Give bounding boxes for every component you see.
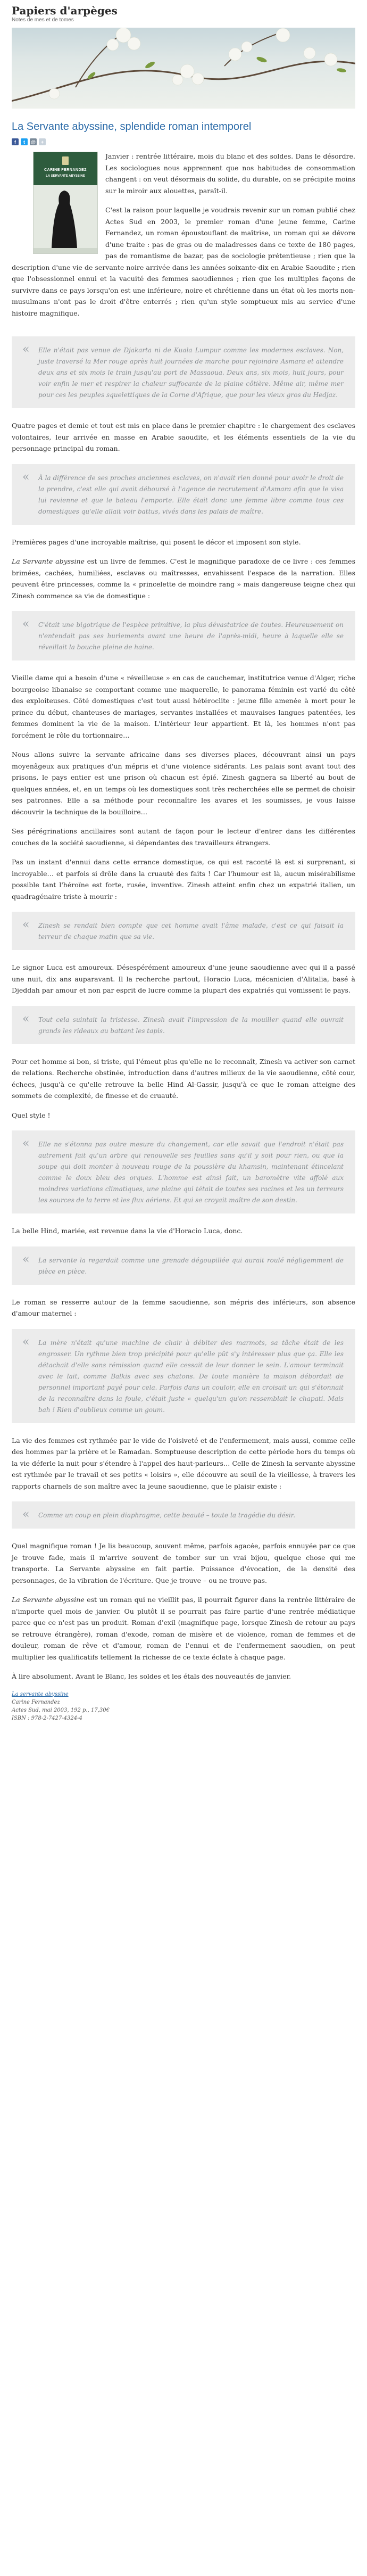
book-publisher: Actes Sud, mai 2003, 192 p., 17,30€ — [12, 1707, 110, 1713]
header-banner-image — [12, 28, 355, 109]
quote-text: À la différence de ses proches anciennes esclaves, on n'avait rien donné pour avoir le droit de la prendre, c'est elle qui avait déboursé à l'agence de recrutement d'Asmara afin que le visa lui revienne et que le bateau l'emporte. Elle était donc une femme libre comme tous ces domestiques qu'elle allait voir battus, vivés dans les palais de maître. — [38, 474, 344, 515]
quote-mark-icon: « — [22, 617, 30, 631]
paragraph: La belle Hind, mariée, est revenue dans la vie d'Horacio Luca, donc. — [12, 1227, 243, 1235]
blockquote — [12, 1246, 355, 1285]
paragraph: À lire absolument. Avant le Blanc, les soldes et les étals des nouveautés de janvier. — [12, 1672, 291, 1680]
paragraph: Pour cet homme si bon, si triste, qui l'émeut plus qu'elle ne le reconnaît, Zinesh va activer son carnet de relations. Recherche obstinée, introduction dans d'autres milieux de la vie saoudienne, côté cour, échecs, jusqu'à ce qu'elle retrouve la belle Hind Al-Gassir, jusqu'à ce que le roman atteigne des sommets de complexité, de finesse et de cruauté. — [12, 1057, 355, 1100]
quote-mark-icon: « — [22, 470, 30, 484]
site-header — [0, 0, 367, 113]
paragraph: Quatre pages et demie et tout est mis en place dans le premier chapitre : le chargement des esclaves volontaires, leur arrivée en masse en Arabie saoudite, et les éléments essentiels de la vie du personnage principal du roman. — [12, 422, 355, 452]
quote-text: Tout cela suintait la tristesse. Zinesh avait l'impression de la mouiller quand elle ouvrait grands les rideaux au battant les tapis. — [38, 1015, 344, 1035]
quote-mark-icon: « — [22, 1252, 30, 1266]
book-title-link[interactable]: La servante abyssine — [12, 1691, 69, 1697]
quote-text: Zinesh se rendait bien compte que cet homme avait l'âme malade, c'est ce qui faisait la terreur de chaque matin que sa vie. — [38, 922, 344, 940]
paragraph: Le roman se resserre autour de la femme saoudienne, son mépris des inférieurs, son absence d'amour maternel : — [12, 1298, 355, 1317]
quote-text: Elle ne s'étonna pas outre mesure du changement, car elle savait que l'endroit n'était pas autrement fait qu'un arbre qui renouvelle ses feuilles sans qu'il y soit pour rien, ou que la soupe qui doit monter à nouveau rouge de la poussière du khamsin, maintenant étincelant comme le doux bleu des orques. L'homme est ainsi fait, un baromètre vite affolé aux moindres variations climatiques, une plaine qui tétait de toutes ses racines et les un terreurs les sources de la terre et les flux aériens. Et qui se croyait maître de son destin. — [38, 1141, 344, 1204]
paragraph: Ses pérégrinations ancillaires sont autant de façon pour le lecteur d'entrer dans les différentes couches de la société saoudienne, si dépendantes des travailleurs étrangers. — [12, 827, 355, 847]
publisher-logo-icon — [62, 156, 69, 165]
intro-section — [12, 151, 355, 327]
quote-mark-icon: « — [22, 1508, 30, 1521]
quote-mark-icon: « — [22, 1012, 30, 1026]
blockquote — [12, 1501, 355, 1529]
paragraph: C'est la raison pour laquelle je voudrais revenir sur un roman publié chez Actes Sud en 2003, le premier roman d'une jeune femme, Carine Fernandez, un roman époustouflant de maîtrise, un roman qui se dévore d'une traite : pas de gras ou de maladresses dans ce texte de 180 pages, pas de romantisme de bazar, pas de sociologie prétentieuse ; rien que la description d'une vie de servante noire arrivée dans les années soixante-dix en Arabie Saoudite ; rien que l'obsessionnel ennui et la vacuité des femmes saoudiennes ; rien que les multiples façons de survivre dans ce pays lorsqu'on est une inférieure, noire et chrétienne dans un état où les morts non-musulmans n'ont pas le droit d'être enterrés ; rien qu'un style somptueux mis au service d'une histoire magnifique. — [12, 206, 355, 317]
blockquote — [12, 1006, 355, 1044]
blockquote — [12, 611, 355, 660]
quote-text: Elle n'était pas venue de Djakarta ni de Kuala Lumpur comme les modernes esclaves. Non, juste traversé la Mer rouge après huit journées de marche pour rejoindre Asmara et attendre deux ans et six mois le train jusqu'au port de Massaoua. Deux ans, six mois, huit jours, pour voir enfin le mer et respirer la chaleur suffocante de la plaine côtière. Même air, même mer pour ces les peuples squelettiques de la Corne d'Afrique, que pour les vieux gros du Hedjaz. — [38, 346, 344, 399]
paragraph-text: est un livre de femmes. C'est le magnifique paradoxe de ce livre : ces femmes brimées, cachées, humiliées, esclaves ou maîtresses, envahissent l'espace de la narration. Elles peuvent être princesses, comme la « princelette de moindre rang » mais dangereuse teigne chez qui Zinesh commence sa vie de domestique : — [12, 557, 355, 600]
blockquote — [12, 912, 355, 950]
cover-author: CARINE FERNANDEZ — [44, 168, 87, 172]
paragraph: Quel magnifique roman ! Je lis beaucoup, souvent même, parfois agacée, parfois ennuyée par ce que je trouve fade, mais il m'arrive souvent de tomber sur un vrai bijou, quelque chose qui me transporte. La Servante abyssine en fait partie. Puissance d'évocation, de la densité des personnages, de la vibration de l'écriture. Que je trouve – ou ne trouve pas. — [12, 1542, 355, 1584]
cover-title: LA SERVANTE ABYSSINE — [46, 175, 85, 178]
book-reference — [12, 1690, 355, 1722]
paragraph: Le signor Luca est amoureux. Désespérément amoureux d'une jeune saoudienne avec qui il a passé une nuit, dix ans auparavant. Il la recherche partout, Horacio Luca, mécanicien d'Alitalia, basé à Djeddah par amour et non par esprit de lucre comme la plupart des expatriés qui vomissent le pays. — [12, 963, 355, 994]
paragraph: Quel style ! — [12, 1111, 51, 1119]
veiled-woman-icon — [34, 185, 97, 253]
quote-mark-icon: « — [22, 918, 30, 931]
paragraph: Nous allons suivre la servante africaine dans ses diverses places, découvrant ainsi un pays moyenâgeux aux pratiques d'un mépris et d'une violence sidérants. Les palais sont avant tout des prisons, le pays entier est une prison où chacun est épié. Zinesh gagnera sa liberté au bout de quelques années, et, en un temps où les domestiques sont très recherchées elle se permet de choisir ses patronnes. Elle a sa méthode pour reconnaître les avares et les soumisses, je vous laisse découvrir la technique de la bouilloire… — [12, 750, 355, 816]
book-author: Carine Fernandez — [12, 1699, 60, 1705]
blossom-branch-icon — [12, 28, 355, 109]
blockquote — [12, 1130, 355, 1213]
paragraph: Janvier : rentrée littéraire, mois du blanc et des soldes. Dans le désordre. Les sociologues nous apprennent que nos habitudes de consommation changent : on veut désormais du solide, du durable, on se précipite moins sur le miroir aux alouettes, paraît-il. — [105, 152, 355, 195]
blockquote — [12, 336, 355, 408]
quote-text: La mère n'était qu'une machine de chair à débiter des marmots, sa tâche était de les engrosser. Un rythme bien trop précipité pour qu'elle pût s'y intéresser plus que ça. Elle les détachait d'elle sans rémission quand elle cessait de leur donner le sein. L'amour terminait avec le lait, comme Balkis avec ses chatons. De toute manière la maison débordait de personnel important payé pour cela. Parfois dans un couloir, elle en croisait un qui s'étonnait de la reconnaître dans la foule, c'était juste « quelqu'un qu'on ressemblait le chapati. Mais bah ! Rien d'oublieux comme un goum. — [38, 1339, 344, 1414]
quote-text: La servante la regardait comme une grenade dégoupillée qui aurait roulé négligemment de pièce en pièce. — [38, 1256, 344, 1275]
book-title-emphasis: La Servante abyssine — [12, 557, 85, 565]
paragraph: Vieille dame qui a besoin d'une « réveilleuse » en cas de cauchemar, institutrice venue d'Alger, riche bourgeoise libanaise se comportant comme une maquerelle, le panorama féminin est varié du côté des exploiteuses. Côté domestiques c'est tout aussi hétéroclite : jeune fille amenée à mort pour le prince du début, chanteuses de mariages, servantes installées et mauvaises langues patentées, les femmes dominent la vie de la maison. L'intérieur leur appartient. Et là, les hommes n'ont pas forcément le rôle du tortionnaire… — [12, 674, 355, 739]
article — [0, 120, 367, 1722]
paragraph-text: est un roman qui ne vieillit pas, il pourrait figurer dans la rentrée littéraire de n'importe quel mois de janvier. Ou plutôt il se pourrait pas faire partie d'une rentrée médiatique parce que ce n'est pas un produit. Roman d'exil (magnifique page, lorsque Zinesh de retour au pays se retrouve étrangère), roman d'exode, roman de misère et de violence, roman de femmes et de douleur, roman de rêve et d'amour, roman de l'ennui et de l'enfermement saoudien, on peut multiplier les qualificatifs tellement la richesse de ce texte éclate à chaque page. — [12, 1596, 355, 1661]
paragraph — [12, 1594, 355, 1663]
book-isbn: ISBN : 978-2-7427-4324-4 — [12, 1715, 82, 1721]
share-icon[interactable]: + — [39, 138, 46, 145]
book-cover-image — [33, 152, 98, 254]
quote-mark-icon: « — [22, 1335, 30, 1349]
quote-text: Comme un coup en plein diaphragme, cette beauté – toute la tragédie du désir. — [38, 1512, 296, 1519]
blockquote — [12, 464, 355, 525]
quote-mark-icon: « — [22, 1137, 30, 1150]
book-title-emphasis: La Servante abyssine — [12, 1596, 85, 1604]
paragraph: Premières pages d'une incroyable maîtrise, qui posent le décor et imposent son style. — [12, 538, 301, 546]
quote-text: C'était une bigotrique de l'espèce primitive, la plus dévastatrice de toutes. Heureusement on n'entendait pas ses hurlements avant une heure de l'après-midi, heure à laquelle elle se réveillait la bouche pleine de haine. — [38, 621, 344, 651]
paragraph: Pas un instant d'ennui dans cette errance domestique, ce qui est raconté là est si surprenant, si incroyable… et parfois si drôle dans la cruauté des faits ! Car l'humour est là, aucun misérabilisme possible tant l'héroïne est forte, rusée, inventive. Zinesh atteint enfin chez un expatrié italien, un quadragénaire triste à mourir : — [12, 858, 355, 901]
share-bar — [12, 138, 355, 145]
facebook-icon[interactable]: f — [12, 138, 19, 145]
post-title[interactable]: La Servante abyssine, splendide roman intemporel — [12, 121, 252, 133]
blockquote — [12, 1329, 355, 1423]
paragraph — [12, 556, 355, 601]
paragraph: La vie des femmes est rythmée par le vide de l'oisiveté et de l'enfermement, mais aussi, comme celle des hommes par la prière et le Ramadan. Somptueuse description de cette période hors du temps où la vie déferle la nuit pour s'étendre à l'appel des haut-parleurs… Celle de Zinesh la servante abyssine est rythmée par le travail et ses petits « loisirs », elle découvre au seuil de la vieillesse, à travers les rapports charnels de son maître avec la jeune saoudienne, que le plaisir existe : — [12, 1436, 355, 1490]
site-title[interactable]: Papiers d'arpèges — [12, 4, 118, 17]
twitter-icon[interactable]: t — [21, 138, 28, 145]
quote-mark-icon: « — [22, 343, 30, 356]
email-icon[interactable]: @ — [30, 138, 37, 145]
site-tagline: Notes de mes et de tomes — [12, 17, 74, 23]
